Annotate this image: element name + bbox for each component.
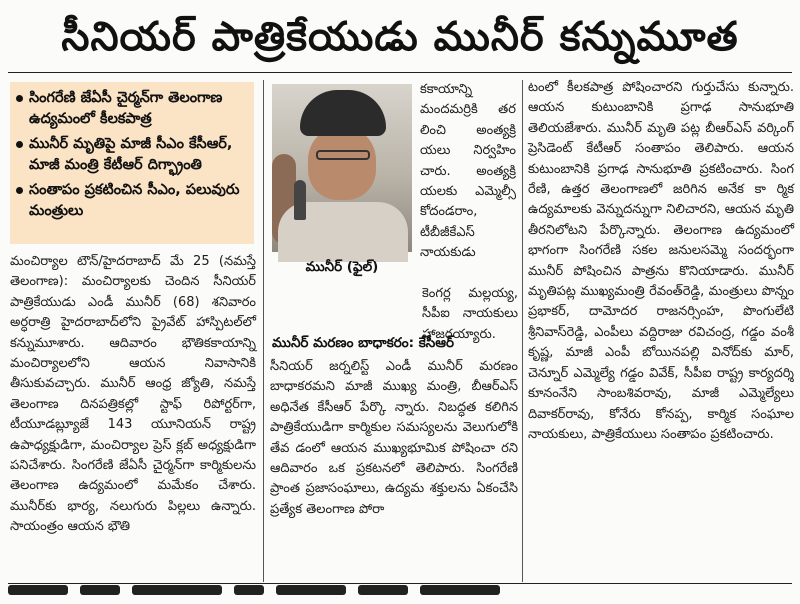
highlight-text: సింగరేణి జేఏసీ చైర్మన్‌గా తెలంగాణ ఉద్యమంలో కీలకపాత్ర [29, 90, 223, 127]
highlight-text: సంతాపం ప్రకటించిన సీఎం, పలువురు మంత్రులు [29, 182, 240, 219]
article-paragraph: కకాయాన్ని మందమర్రికి తర లించి అంత్యక్రి యలు నిర్వహిం చారు. అంత్యక్రి యలకు ఎమ్మెల్సీ కోదండరాం, టీబీజీకేఎస్ నాయకుడు [420, 82, 516, 261]
portrait-photo [272, 84, 412, 252]
headline: సీనియర్ పాత్రికేయుడు మునీర్ కన్నుమూత [61, 14, 739, 60]
article-paragraph: మంచిర్యాల టౌన్/హైదరాబాద్ మే 25 (నమస్తే తెలంగాణ): మంచిర్యాలకు చెందిన సీనియర్ పాత్రికేయుడు ఎండీ మునీర్ (68) శనివారం అర్ధరాత్రి హైదరాబాద్‌లోని ప్రైవేట్ హాస్పిటల్‌లో కన్నుమూశారు. ఆదివారం భౌతికకాయాన్ని మంచిర్యాలలోని ఆయన నివాసానికి తీసుకువచ్చారు. మునీర్ ఆంధ్ర జ్యోతి, నమస్తే తెలంగాణ దినపత్రికల్లో స్టాఫ్ రిపోర్టర్‌గా, టీయూడబ్ల్యూజే 143 యూనియన్ రాష్ట్ర ఉపాధ్యక్షుడిగా, మంచిర్యాల ప్రెస్ క్లబ్ అధ్యక్షుడిగా పనిచేశారు. సింగరేణి జేఏసీ చైర్మన్‌గా కార్మికులను తెలంగాణ ఉద్యమంలో మమేకం చేశారు. మునీర్‌కు భార్య, నలుగురు పిల్లలు ఉన్నారు. సాయంత్రం ఆయన భౌతి [10, 254, 256, 535]
bullet-icon [16, 141, 23, 148]
article-column-2-continue [272, 284, 518, 342]
subheading: మునీర్ మరణం బాధాకరం: కేసీఆర్ [272, 335, 455, 351]
photo-face [308, 126, 376, 200]
bullet-icon [16, 187, 23, 194]
highlight-item [16, 180, 250, 222]
photo-caption: మునీర్ (ఫైల్) [305, 259, 379, 275]
headline-rule [8, 72, 792, 73]
article-paragraph: కెంగర్ల మల్లయ్య, సీపీఐ నాయకులు హాజరయ్యారు. [422, 286, 518, 342]
article-column-2 [270, 357, 518, 581]
microphone-icon [294, 180, 306, 220]
column-divider [522, 80, 523, 582]
photo-glasses [316, 150, 370, 160]
photo-helmet [300, 90, 386, 136]
article-paragraph: సీనియర్ జర్నలిస్ట్ ఎండీ మునీర్ మరణం బాధాకరమని మాజీ ముఖ్య మంత్రి, బీఆర్‌ఎస్ అధినేత కేసీఆర్ పేర్కొ న్నారు. నిబద్ధత కలిగిన పాత్రికేయుడిగా కార్మికుల సమస్యలను వెలుగులోకి తేవ డంలో ఆయన ముఖ్యభూమిక పోషించా రని ఆదివారం ఒక ప్రకటనలో తెలిపారు. సింగరేణి ప్రాంత ప్రజాసంఘాలు, ఉద్యమ శక్తులను ఏకంచేసి ప్రత్యేక తెలంగాణ పోరా [270, 359, 518, 517]
article-paragraph: టంలో కీలకపాత్ర పోషించారని గుర్తుచేసు కున్నారు. ఆయన కుటుంబానికి ప్రగాఢ సానుభూతి తెలియజేశారు. మునీర్ మృతి పట్ల బీఆర్‌ఎస్ వర్కింగ్ ప్రెసిడెంట్ కేటీఆర్ సంతాపం తెలిపారు. ఆయన కుటుంబానికి ప్రగాఢ సానుభూతి ప్రకటించారు. సింగ రేణి, ఉత్తర తెలంగాణలో జరిగిన అనేక కా ర్మిక ఉద్యమాలకు వెన్నుదన్నుగా నిలిచారని, ఆయన మృతి తీరనిలోటని పేర్కొన్నారు. తెలంగాణ ఉద్యమంలో భాగంగా సింగరేణి సకల జనులసమ్మె సందర్భంగా మునీర్ పోషించిన పాత్రను కొనియాడారు. మునీర్ మృతిపట్ల ముఖ్యమంత్రి రేవంత్‌రెడ్డి, మంత్రులు పొన్నం ప్రభాకర్, దామోదర రాజనర్సింహ, పొంగులేటి శ్రీనివాస్‌రెడ్డి, ఎంపీలు వద్దిరాజు రవిచంద్ర, గడ్డం వంశీ కృష్ణ, మాజీ ఎంపీ బోయినపల్లి వినోద్‌కు మార్, చెన్నూర్ ఎమ్మెల్యే గడ్డం వివేక్, సీపీఐ రాష్ట్ర కార్యదర్శి కూనంనేని సాంబశివరావు, మాజీ ఎమ్మెల్యేలు దివాకర్‌రావు, కోనేరు కోనప్ప, కార్మిక సంఘాల నాయకులు, పాత్రికేయులు సంతాపం ప్రకటించారు. [528, 80, 794, 442]
highlight-item [16, 134, 250, 176]
article-column-3 [528, 78, 794, 582]
highlight-item [16, 88, 250, 130]
footer-rule [8, 583, 792, 584]
highlight-text: మునీర్ మృతిపై మాజీ సీఎం కేసీఆర్, మాజీ మంత్రి కేటీఆర్ దిగ్భ్రాంతి [29, 136, 233, 173]
bullet-icon [16, 95, 23, 102]
column-divider [263, 80, 264, 582]
next-article-headline-clip [8, 585, 792, 598]
article-column-1 [10, 252, 256, 582]
highlights-box [10, 82, 254, 244]
